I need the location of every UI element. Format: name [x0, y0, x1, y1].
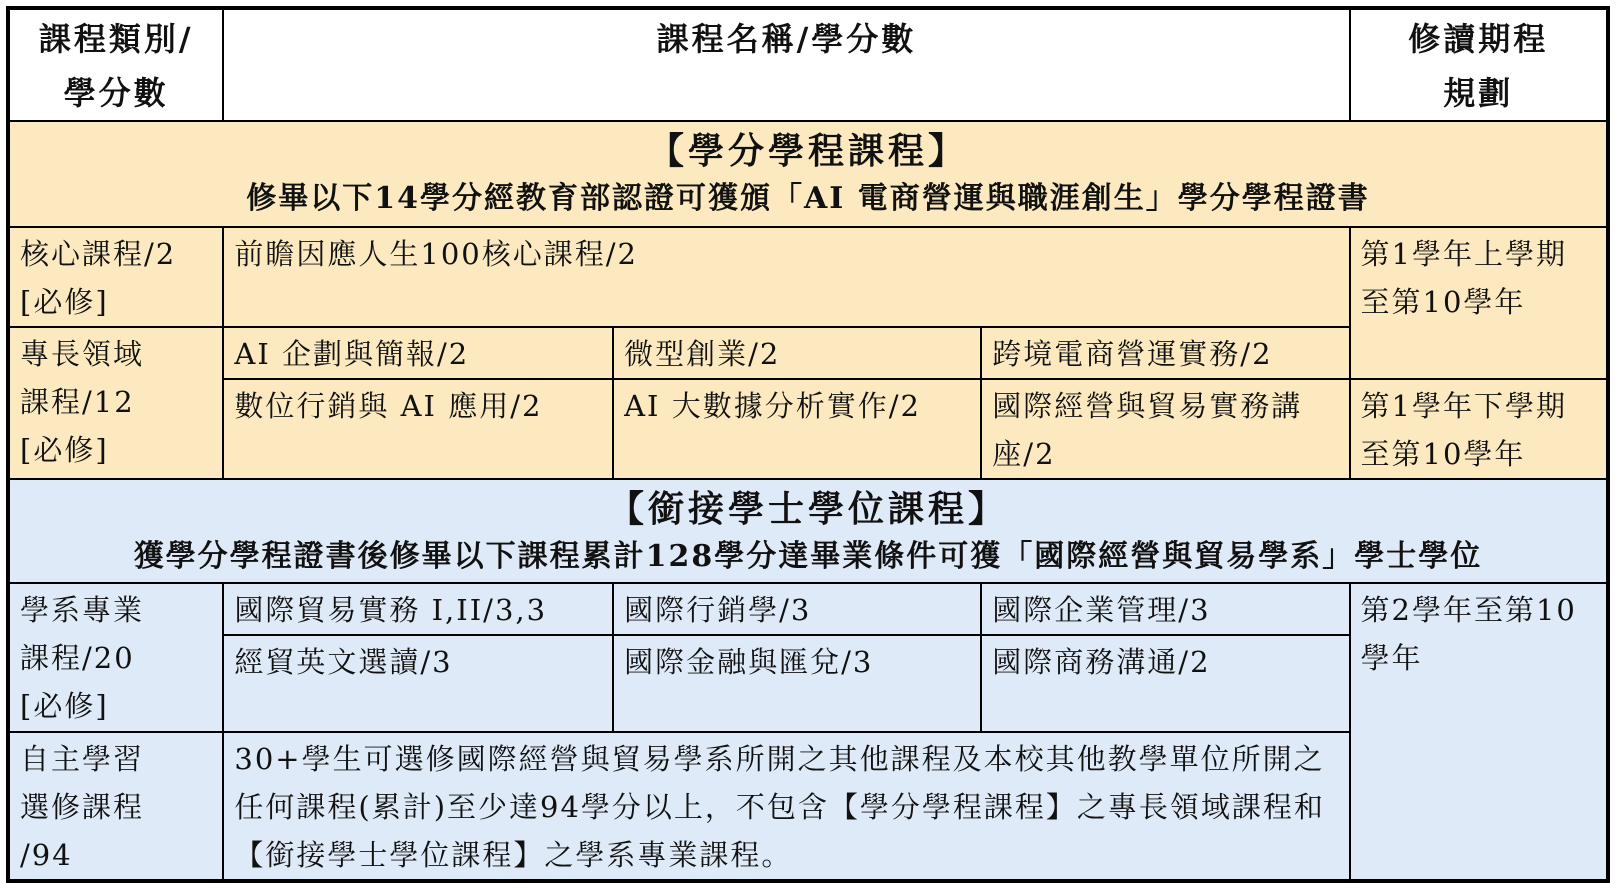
elective-description: 30+學生可選修國際經營與貿易學系所開之其他課程及本校其他教學單位所開之任何課程(累計)至少達94學分以上，不包含【學分學程課程】之專長領域課程和【銜接學士學位課程】之學系專業課程。 [223, 732, 1349, 881]
specialty-period: 第1學年下學期至第10學年 [1350, 379, 1608, 479]
major-course: 國際商務溝通/2 [981, 635, 1349, 732]
section1-title: 【學分學程課程】 [647, 130, 968, 172]
core-category: 核心課程/2 [必修] [8, 227, 223, 327]
specialty-course: AI 大數據分析實作/2 [613, 379, 981, 479]
major-course: 經貿英文選讀/3 [223, 635, 613, 732]
major-course: 國際行銷學/3 [613, 583, 981, 635]
section1-subtitle: 修畢以下14學分經教育部認證可獲頒「AI 電商營運與職涯創生」學分學程證書 [246, 181, 1370, 216]
header-period-line2: 規劃 [1443, 74, 1514, 112]
specialty-category: 專長領域 課程/12 [必修] [8, 327, 223, 479]
header-category-line1: 課程類別/ [38, 20, 194, 58]
major-course: 國際貿易實務 I,II/3,3 [223, 583, 613, 635]
elective-category: 自主學習 選修課程 /94 [8, 732, 223, 881]
header-category-line2: 學分數 [63, 74, 169, 112]
specialty-course: 微型創業/2 [613, 327, 981, 379]
major-course: 國際企業管理/3 [981, 583, 1349, 635]
core-period: 第1學年上學期至第10學年 [1350, 227, 1608, 379]
specialty-course: 國際經營與貿易實務講座/2 [981, 379, 1349, 479]
major-course: 國際金融與匯兌/3 [613, 635, 981, 732]
core-course-row [8, 227, 1608, 327]
course-plan-document [6, 6, 1610, 883]
major-category: 學系專業 課程/20 [必修] [8, 583, 223, 732]
section1-header-cell [8, 121, 1608, 227]
header-course-name: 課程名稱/學分數 [223, 8, 1349, 121]
header-row [8, 8, 1608, 121]
section1-header-row [8, 121, 1608, 227]
section2-subtitle: 獲學分學程證書後修畢以下課程累計128學分達畢業條件可獲「國際經營與貿易學系」學士學位 [133, 539, 1483, 574]
course-plan-table [6, 6, 1610, 883]
section2-header-cell [8, 479, 1608, 583]
section2-header-row [8, 479, 1608, 583]
specialty-row-2 [8, 379, 1608, 479]
core-course-name: 前瞻因應人生100核心課程/2 [223, 227, 1349, 327]
major-row-1 [8, 583, 1608, 635]
major-period: 第2學年至第10學年 [1350, 583, 1608, 881]
header-category-cell [8, 8, 223, 121]
specialty-course: AI 企劃與簡報/2 [223, 327, 613, 379]
specialty-course: 數位行銷與 AI 應用/2 [223, 379, 613, 479]
specialty-course: 跨境電商營運實務/2 [981, 327, 1349, 379]
header-period-cell [1350, 8, 1608, 121]
header-period-line1: 修讀期程 [1408, 20, 1549, 58]
section2-title: 【銜接學士學位課程】 [607, 488, 1008, 530]
